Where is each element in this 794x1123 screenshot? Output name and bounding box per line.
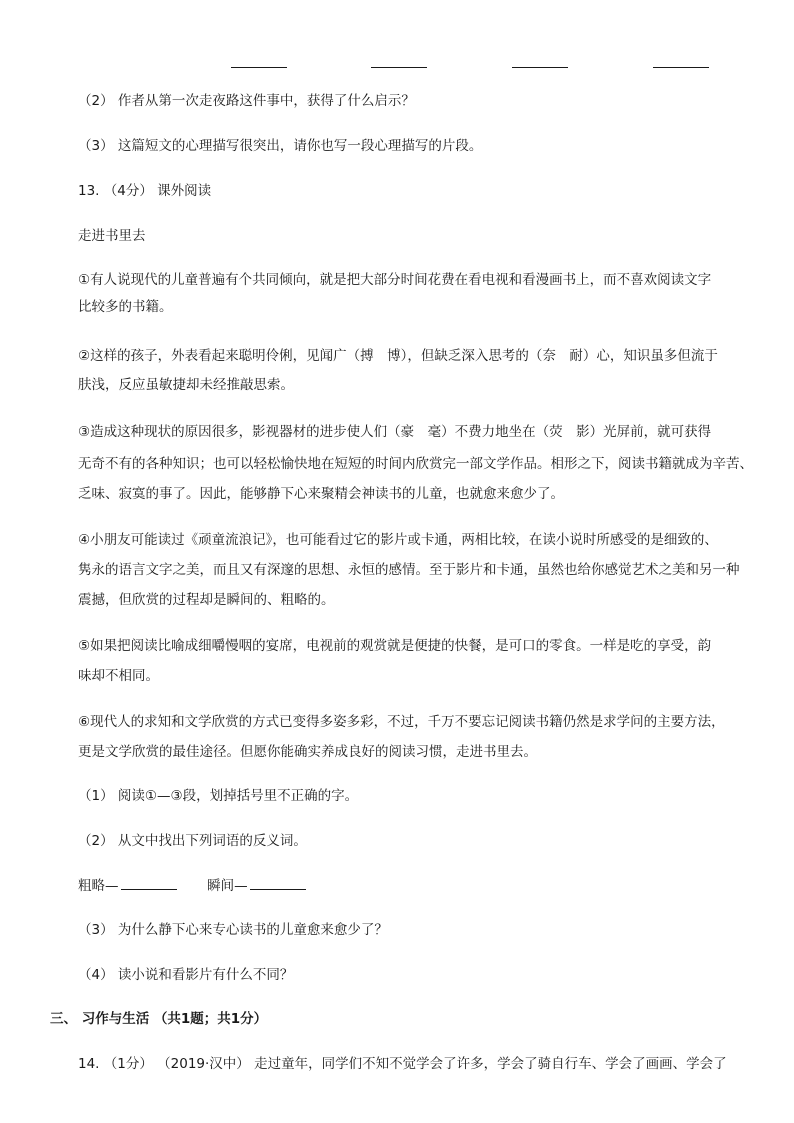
antonym-prompt: 瞬间— — [207, 878, 248, 894]
paragraph-5-line: ⑤如果把阅读比喻成细嚼慢咽的宴席，电视前的观赏就是便捷的快餐，是可口的零食。一样是吃的享受，韵 — [78, 638, 712, 654]
answer-blank[interactable] — [653, 67, 709, 68]
sub-question-text: 从文中找出下列词语的反义词。 — [117, 833, 307, 849]
antonym-row — [78, 877, 306, 895]
q13-sub-3 — [78, 921, 388, 939]
paragraph-4-line: 震撼，但欣赏的过程却是瞬间的、粗略的。 — [78, 592, 335, 608]
paragraph-3-line: 无奇不有的各种知识；也可以轻松愉快地在短短的时间内欣赏完一部文学作品。相形之下，阅读书籍就成为辛苦、 — [78, 456, 753, 472]
answer-blank[interactable] — [512, 67, 568, 68]
q12-part-3 — [78, 137, 482, 155]
q13-sub-4 — [78, 966, 293, 984]
paragraph-6-line: 更是文学欣赏的最佳途径。但愿你能确实养成良好的阅读习惯，走进书里去。 — [78, 744, 537, 760]
sub-question-text: 阅读①—③段，划掉括号里不正确的字。 — [117, 788, 359, 804]
paragraph-4-line: 隽永的语言文字之美，而且又有深邃的思想、永恒的感情。至于影片和卡通，虽然也给你感觉艺术之美和另一种 — [78, 562, 740, 578]
answer-blank[interactable] — [121, 877, 177, 890]
sub-question-text: 这篇短文的心理描写很突出，请你也写一段心理描写的片段。 — [117, 138, 483, 154]
sub-question-text: 为什么静下心来专心读书的儿童愈来愈少了？ — [117, 922, 388, 938]
q14-text: 14. （1分） （2019·汉中） 走过童年，同学们不知不觉学会了许多，学会了骑自行车、学会了画画、学会了 — [78, 1056, 727, 1072]
paragraph-3-line: ③造成这种现状的原因很多，影视器材的进步使人们（豪 毫）不费力地坐在（荧 影）光屏前，就可获得 — [78, 424, 712, 440]
paragraph-5-line: 味却不相同。 — [78, 668, 159, 684]
paragraph-3-line: 乏味、寂寞的事了。因此，能够静下心来聚精会神读书的儿童，也就愈来愈少了。 — [78, 486, 564, 502]
sub-question-number: （2） — [78, 93, 114, 109]
section-heading: 三、 习作与生活 （共1题；共1分） — [50, 1011, 268, 1027]
sub-question-number: （1） — [78, 788, 114, 804]
paragraph-1-line: 比较多的书籍。 — [78, 299, 173, 315]
paragraph-2-line: 肤浅，反应虽敏捷却未经推敲思索。 — [78, 377, 294, 393]
sub-question-text: 读小说和看影片有什么不同？ — [117, 967, 294, 983]
passage-title: 走进书里去 — [78, 228, 146, 244]
answer-blank[interactable] — [250, 877, 306, 890]
antonym-prompt: 粗略— — [78, 878, 119, 894]
sub-question-text: 作者从第一次走夜路这件事中，获得了什么启示？ — [117, 93, 415, 109]
q13-sub-2 — [78, 832, 307, 850]
q13-sub-1 — [78, 787, 358, 805]
sub-question-number: （3） — [78, 922, 114, 938]
paragraph-4-line: ④小朋友可能读过《顽童流浪记》，也可能看过它的影片或卡通，两相比较，在读小说时所感受的是细致的、 — [78, 532, 718, 548]
q13-header: 13. （4分） 课外阅读 — [78, 183, 212, 199]
paragraph-2-line: ②这样的孩子，外表看起来聪明伶俐，见闻广（搏 博），但缺乏深入思考的（奈 耐）心，知识虽多但流于 — [78, 348, 718, 364]
answer-blank[interactable] — [371, 67, 427, 68]
sub-question-number: （2） — [78, 833, 114, 849]
q12-part-2 — [78, 92, 415, 110]
paragraph-1-line: ①有人说现代的儿童普遍有个共同倾向，就是把大部分时间花费在看电视和看漫画书上，而不喜欢阅读文字 — [78, 272, 712, 288]
paragraph-6-line: ⑥现代人的求知和文学欣赏的方式已变得多姿多彩，不过，千万不要忘记阅读书籍仍然是求学问的主要方法， — [78, 714, 725, 730]
sub-question-number: （3） — [78, 138, 114, 154]
answer-blank[interactable] — [231, 67, 287, 68]
sub-question-number: （4） — [78, 967, 114, 983]
